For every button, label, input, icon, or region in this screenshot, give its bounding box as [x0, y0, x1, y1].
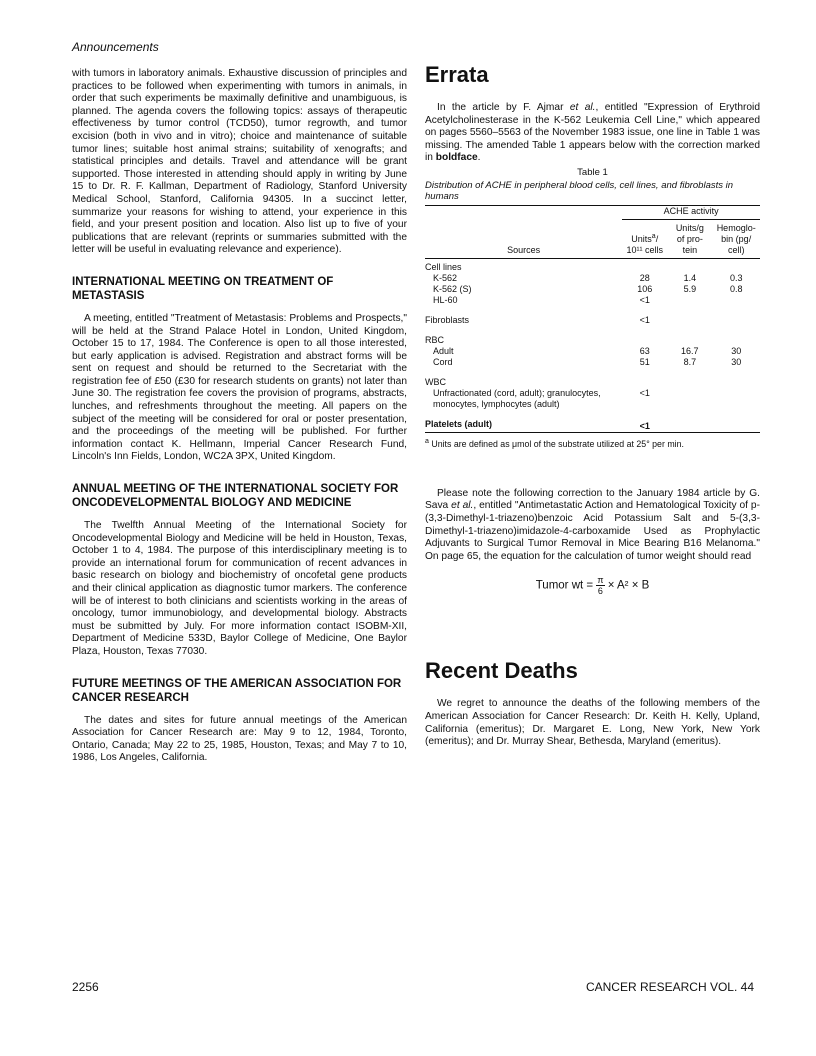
table-row: Adult 63 16.7 30 [433, 345, 742, 356]
section-heading-isobm: ANNUAL MEETING OF THE INTERNATIONAL SOCIETY FOR ONCODEVELOPMENTAL BIOLOGY AND MEDICINE [72, 483, 399, 510]
col-protein: Units/g of pro- tein [667, 219, 712, 258]
table-header-row [425, 219, 760, 258]
section-heading-aacr-meetings: FUTURE MEETINGS OF THE AMERICAN ASSOCIATION FOR CANCER RESEARCH [72, 677, 402, 704]
table-footnote: $^a$ Units are defined as μmol of the substrate utilized at 25° per min. [425, 437, 684, 449]
table-row: Unfractionated (cord, adult); granulocytes, monocytes, lymphocytes (adult) <1 [433, 387, 650, 409]
errata-intro: In the article by F. Ajmar et al., entitled "Expression of Erythroid Acetylcholinesterase in the K-562 Leukemia Cell Line," which appeared on pages 5560–5563 of the November 1983 issue, one line in Table 1 was missing. The amended Table 1 appears below with the correction marked in boldface. [425, 102, 760, 164]
group-header: ACHE activity [622, 205, 760, 219]
section-body-aacr-meetings: The dates and sites for future annual meetings of the American Association for Cancer Research are: May 9 to 12, 1984, Toronto, Ontario, Canada; May 22 to 25, 1985, Houston, Texas; and May 7 to 10, 1986, Los Angeles, California. [72, 714, 407, 764]
table-row: K-562 (S) 106 5.9 0.8 [433, 283, 743, 294]
tumor-weight-equation: Tumor wt = $\frac{\pi}{6}$ × A² × B [535, 575, 650, 597]
table-row: HL-60 <1 [433, 294, 650, 305]
running-head: Announcements [72, 40, 159, 54]
ache-table [425, 205, 760, 433]
col-hemoglobin: Hemoglo- bin (pg/ cell) [712, 219, 760, 258]
errata-heading: Errata [425, 62, 489, 87]
table-title: Distribution of ACHE in peripheral blood cells, cell lines, and fibroblasts in humans [425, 179, 734, 202]
table-row: Fibroblasts <1 [425, 314, 650, 325]
right-column [425, 62, 760, 749]
recent-deaths-body: We regret to announce the deaths of the following members of the American Association for Cancer Research: Dr. Keith H. Kelly, Upland, California (emeritus); Dr. Margaret E. Long, New York, New York (emeritus); and Dr. Murray Shear, Bethesda, Maryland (emeritus). [425, 698, 760, 748]
table-row: Cord 51 8.7 30 [433, 356, 742, 367]
col-sources: Sources [425, 219, 622, 258]
recent-deaths-heading: Recent Deaths [425, 658, 578, 684]
table-row: K-562 28 1.4 0.3 [433, 272, 743, 283]
left-column [72, 68, 407, 765]
table-row: Cell lines [425, 261, 462, 272]
page-number: 2256 [72, 980, 99, 994]
correction-paragraph: Please note the following correction to the January 1984 article by G. Sava et al., entitled "Antimetastatic Action and Hematological Toxicity of p-(3,3-Dimethyl-1-triazeno)benzoic Acid Potassium Salt and 5-(3,3-Dimethyl-1-triazeno)imidazole-4-carboxamide Used as Prophylactic Adjuvants to Surgical Tumor Removal in Mice Bearing B16 Melanoma." On page 65, the equation for the calculation of tumor weight should read [425, 487, 760, 562]
col-units: Units$^a$/ 10¹¹ cells [622, 219, 667, 258]
table-row: WBC [425, 376, 446, 387]
table-row-corrected: Platelets (adult) <1 [425, 419, 760, 433]
section-heading-metastasis: INTERNATIONAL MEETING ON TREATMENT OF METASTASIS [72, 275, 334, 302]
table-1 [425, 167, 760, 450]
table-row: RBC [425, 334, 445, 345]
journal-footer: CANCER RESEARCH VOL. 44 [585, 980, 754, 994]
table-label: Table 1 [577, 166, 608, 178]
continuation-paragraph: with tumors in laboratory animals. Exhaustive discussion of principles and practices to be followed when experimenting with tumors in animals, in order that such experiments be maximally definitive and unambiguous, is planned. The agenda covers the following topics: assays of therapeutic effectiveness by tumor control (TCD50), tumor regrowth, and tumor excision (both in vivo and in vitro); choice and maintenance of suitable tumor lines; suitable host animal strains; suitability of xenografts; and statistical principles and details. Travel and attendance will be grant supported. Those interested in attending should apply in writing by June 15 to Dr. R. F. Kallman, Department of Radiology, Stanford University Medical School, Stanford, California 94305. In a succinct letter, summarize your reasons for wishing to attend, your experience in this field, and your present position and location. Also list up to five of your publications that are relevant (reprints or summaries submitted with the letter will be useful in evaluating relevance and experience). [72, 68, 407, 256]
section-body-metastasis: A meeting, entitled "Treatment of Metastasis: Problems and Prospects," will be held at the Strand Palace Hotel in London, United Kingdom, October 15 to 17, 1984. The Conference is open to all those interested, but early application is advised. Registration and abstract forms will be sent on request and should be returned to the Secretariat with the registration fee of £50 (£30 for research students on grants) not later than June 30. The registration fee covers the provision of programs, abstracts, lunches, and refreshments throughout the meeting. All papers on the subject of the meeting will be considered for oral or poster presentation, and the proceedings of the meeting will be published. For further information contact K. Hellmann, Imperial Cancer Research Fund, Lincoln's Inn Fields, London, WC2A 3PX, United Kingdom. [72, 312, 407, 463]
section-body-isobm: The Twelfth Annual Meeting of the International Society for Oncodevelopmental Biology and Medicine will be held in Houston, Texas, October 1 to 4, 1984. The purpose of this interdisciplinary meeting is to provide an international forum for communication of recent advances in basic research on biology and biochemistry of oncofetal gene products and their clinical application as diagnostic tumor markers. The conference will be of interest to both clinicians and scientists working in the areas of oncology, tumor immunobiology, and developmental biology. Abstracts must be submitted by July. For more information contact ISOBM-XII, Department of Medicine 533D, Baylor College of Medicine, One Baylor Plaza, Houston, Texas 77030. [72, 520, 407, 657]
